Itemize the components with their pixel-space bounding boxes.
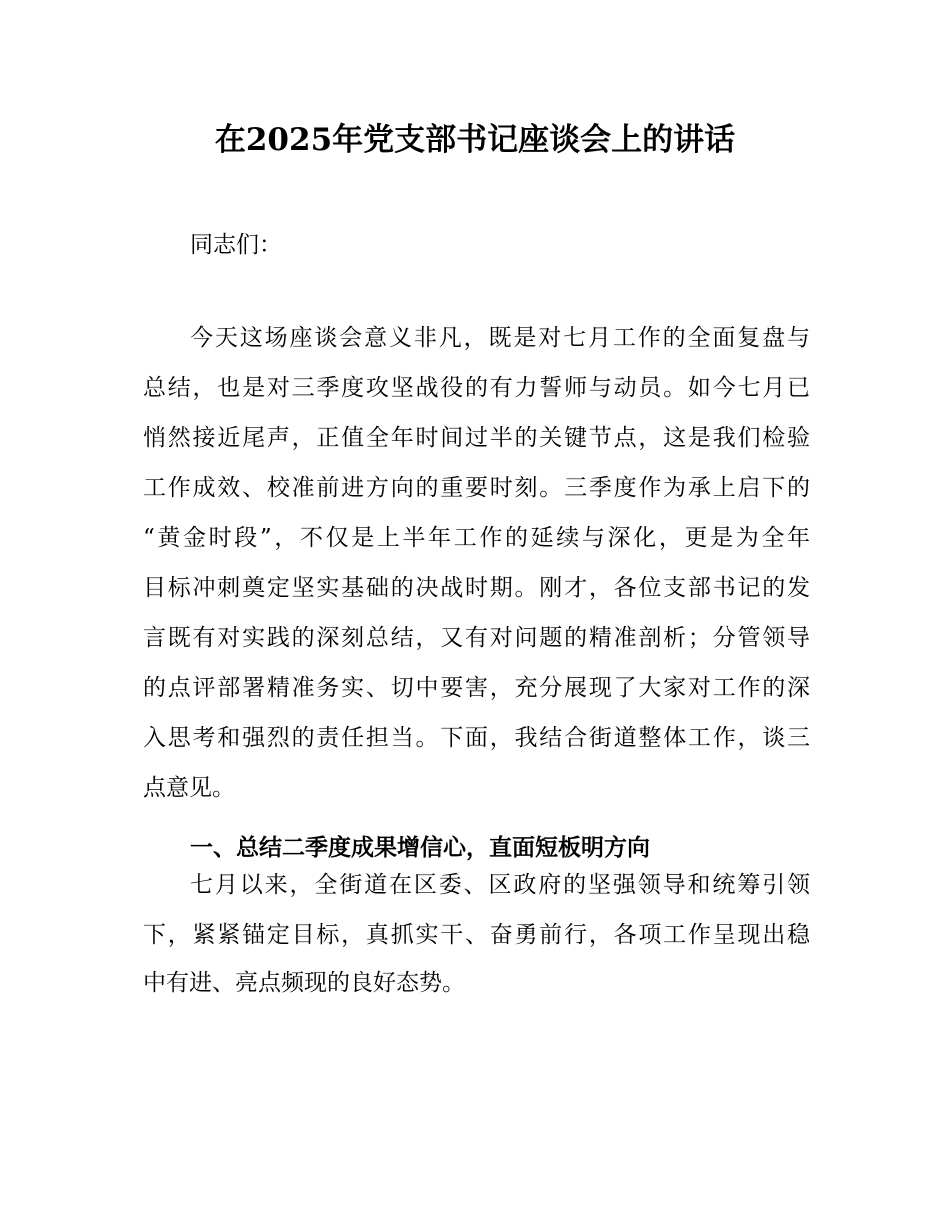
section-heading-1: 一、总结二季度成果增信心，直面短板明方向 bbox=[190, 834, 650, 861]
paragraph-line: 悄然接近尾声，正值全年时间过半的关键节点，这是我们检验 bbox=[143, 425, 810, 451]
paragraph-line: 工作成效、校准前进方向的重要时刻。三季度作为承上启下的 bbox=[143, 475, 810, 501]
paragraph-line: 的点评部署精准务实、切中要害，充分展现了大家对工作的深 bbox=[143, 675, 810, 701]
paragraph-line: 今天这场座谈会意义非凡，既是对七月工作的全面复盘与 bbox=[190, 325, 810, 351]
salutation: 同志们： bbox=[190, 232, 282, 258]
document-title: 在2025年党支部书记座谈会上的讲话 bbox=[214, 122, 736, 158]
paragraph-line: 点意见。 bbox=[143, 775, 235, 801]
paragraph-line: 目标冲刺奠定坚实基础的决战时期。刚才，各位支部书记的发 bbox=[143, 575, 810, 601]
paragraph-line: 入思考和强烈的责任担当。下面，我结合街道整体工作，谈三 bbox=[143, 725, 810, 751]
paragraph-line: 中有进、亮点频现的良好态势。 bbox=[143, 970, 465, 996]
paragraph-line: 下，紧紧锚定目标，真抓实干、奋勇前行，各项工作呈现出稳 bbox=[143, 922, 810, 948]
paragraph-line: “黄金时段”，不仅是上半年工作的延续与深化，更是为全年 bbox=[143, 525, 810, 551]
paragraph-line: 总结，也是对三季度攻坚战役的有力誓师与动员。如今七月已 bbox=[143, 375, 810, 401]
paragraph-line: 言既有对实践的深刻总结，又有对问题的精准剖析；分管领导 bbox=[143, 625, 810, 651]
paragraph-line: 七月以来，全街道在区委、区政府的坚强领导和统筹引领 bbox=[190, 872, 810, 898]
